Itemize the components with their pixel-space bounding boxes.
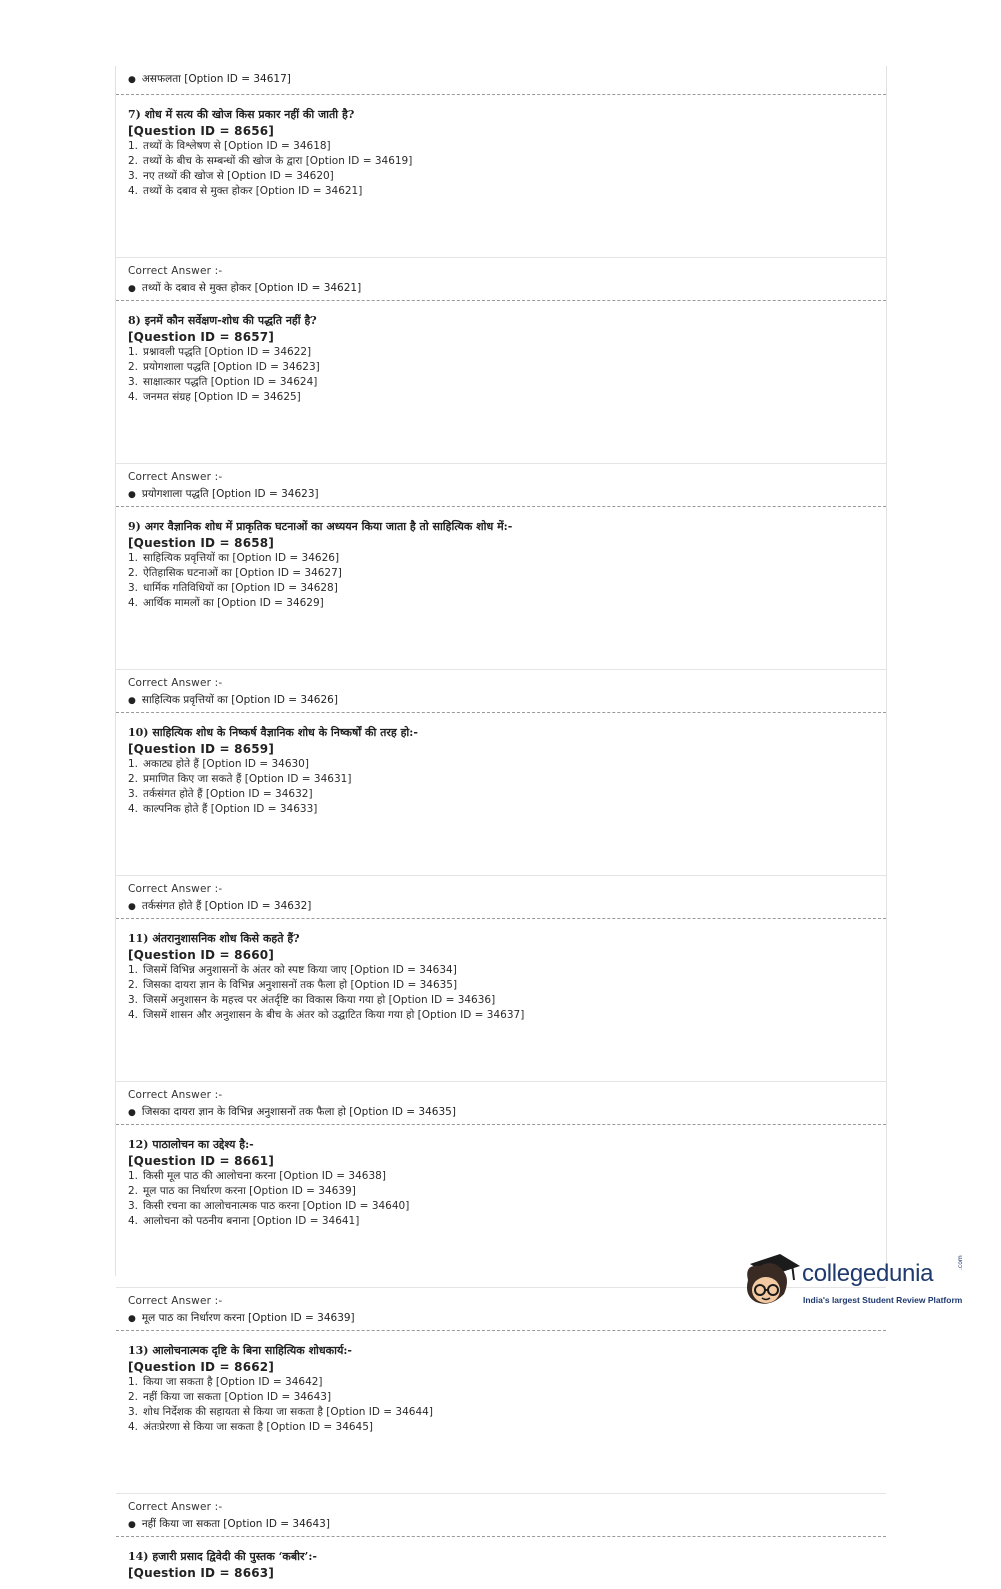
option-number: 2.	[128, 979, 139, 991]
question-id: [Question ID = 8660]	[128, 948, 275, 962]
option-item	[128, 375, 886, 390]
option-text: जिसका दायरा ज्ञान के विभिन्न अनुशासनों तक फैला हो [Option ID = 34635]	[143, 979, 458, 991]
correct-answer-label: Correct Answer :-	[128, 471, 223, 483]
answer-text: साहित्यिक प्रवृत्तियों का [Option ID = 34626]	[141, 694, 338, 706]
option-text: आलोचना को पठनीय बनाना [Option ID = 34641]	[143, 1215, 360, 1227]
question-list	[116, 95, 886, 1537]
option-text: जिसमें शासन और अनुशासन के बीच के अंतर को उद्घाटित किया गया हो [Option ID = 34637]	[143, 1009, 525, 1021]
option-item	[128, 184, 886, 199]
option-item	[128, 390, 886, 405]
option-text: तर्कसंगत होते हैं [Option ID = 34632]	[143, 788, 313, 800]
option-number: 3.	[128, 170, 139, 182]
option-item	[128, 1214, 886, 1229]
option-text: प्रमाणित किए जा सकते हैं [Option ID = 34631]	[143, 773, 352, 785]
correct-answer-label: Correct Answer :-	[128, 1089, 223, 1101]
option-number: 4.	[128, 803, 139, 815]
option-text: किया जा सकता है [Option ID = 34642]	[143, 1376, 323, 1388]
option-text: किसी रचना का आलोचनात्मक पाठ करना [Option ID = 34640]	[143, 1200, 410, 1212]
brand-suffix: .com	[957, 1255, 964, 1270]
option-text: तथ्यों के विश्लेषण से [Option ID = 34618]	[143, 140, 331, 152]
correct-answer-section	[116, 258, 886, 300]
option-text: जिसमें विभिन्न अनुशासनों के अंतर को स्पष्ट किया जाए [Option ID = 34634]	[143, 964, 457, 976]
option-item	[128, 551, 886, 566]
option-item	[128, 1008, 886, 1023]
correct-answer-label: Correct Answer :-	[128, 1501, 223, 1513]
bullet-icon: ●	[128, 1108, 136, 1118]
option-text: प्रश्नावली पद्धति [Option ID = 34622]	[143, 346, 312, 358]
correct-answer-value	[128, 487, 319, 502]
option-list	[128, 1375, 886, 1435]
option-text: धार्मिक गतिविधियों का [Option ID = 34628]	[143, 582, 338, 594]
option-number: 2.	[128, 567, 139, 579]
question-block-14	[116, 1537, 886, 1589]
question-id: [Question ID = 8657]	[128, 330, 275, 344]
option-number: 1.	[128, 346, 139, 358]
question-item	[116, 301, 886, 507]
option-number: 3.	[128, 788, 139, 800]
answer-text: प्रयोगशाला पद्धति [Option ID = 34623]	[141, 488, 319, 500]
option-text: तथ्यों के दबाव से मुक्त होकर [Option ID = 34621]	[143, 185, 363, 197]
correct-answer-section	[116, 1494, 886, 1536]
question-title: 14) हजारी प्रसाद द्विवेदी की पुस्तक ‘कबीर’:-	[128, 1550, 317, 1563]
question-title: 11) अंतरानुशासनिक शोध किसे कहते हैं?	[128, 932, 300, 945]
question-id: [Question ID = 8662]	[128, 1360, 275, 1374]
answer-text: नहीं किया जा सकता [Option ID = 34643]	[141, 1518, 330, 1530]
option-text: मूल पाठ का निर्धारण करना [Option ID = 34639]	[143, 1185, 356, 1197]
option-number: 3.	[128, 376, 139, 388]
option-item	[128, 978, 886, 993]
option-number: 3.	[128, 1200, 139, 1212]
question-block	[116, 919, 886, 1081]
answer-text: तर्कसंगत होते हैं [Option ID = 34632]	[141, 900, 312, 912]
option-item	[128, 802, 886, 817]
correct-answer-label: Correct Answer :-	[128, 265, 223, 277]
option-number: 1.	[128, 140, 139, 152]
correct-answer-value	[128, 899, 311, 914]
question-item	[116, 1331, 886, 1537]
option-text: जनमत संग्रह [Option ID = 34625]	[143, 391, 301, 403]
option-text: प्रयोगशाला पद्धति [Option ID = 34623]	[143, 361, 320, 373]
option-item	[128, 154, 886, 169]
option-text: काल्पनिक होते हैं [Option ID = 34633]	[143, 803, 318, 815]
brand-name: collegedunia	[802, 1260, 934, 1287]
option-number: 3.	[128, 1406, 139, 1418]
option-text: आर्थिक मामलों का [Option ID = 34629]	[143, 597, 324, 609]
option-item	[128, 1184, 886, 1199]
option-text: साक्षात्कार पद्धति [Option ID = 34624]	[143, 376, 318, 388]
option-number: 2.	[128, 1185, 139, 1197]
option-number: 4.	[128, 1421, 139, 1433]
question-block	[116, 95, 886, 257]
option-item	[128, 1169, 886, 1184]
option-number: 1.	[128, 552, 139, 564]
question-title: 8) इनमें कौन सर्वेक्षण-शोध की पद्धति नहीं है?	[128, 314, 317, 327]
option-item	[128, 787, 886, 802]
question-id: [Question ID = 8656]	[128, 124, 275, 138]
option-item	[128, 345, 886, 360]
option-number: 2.	[128, 361, 139, 373]
collegedunia-logo	[740, 1250, 970, 1312]
option-item	[128, 360, 886, 375]
option-text: अकाट्य होते हैं [Option ID = 34630]	[143, 758, 309, 770]
question-title: 7) शोध में सत्य की खोज किस प्रकार नहीं की जाती है?	[128, 108, 355, 121]
correct-answer-label: Correct Answer :-	[128, 1295, 223, 1307]
option-text: नहीं किया जा सकता [Option ID = 34643]	[143, 1391, 332, 1403]
question-item	[116, 95, 886, 301]
option-item	[128, 963, 886, 978]
option-item	[128, 772, 886, 787]
option-number: 4.	[128, 1009, 139, 1021]
option-number: 4.	[128, 597, 139, 609]
question-id: [Question ID = 8659]	[128, 742, 275, 756]
option-number: 4.	[128, 185, 139, 197]
option-item	[128, 1199, 886, 1214]
question-item	[116, 919, 886, 1125]
option-text: जिसमें अनुशासन के महत्त्व पर अंतर्दृष्टि का विकास किया गया हो [Option ID = 34636]	[143, 994, 496, 1006]
answer-text: तथ्यों के दबाव से मुक्त होकर [Option ID = 34621]	[141, 282, 362, 294]
option-item	[128, 757, 886, 772]
option-item	[128, 581, 886, 596]
bullet-icon: ●	[128, 1314, 136, 1324]
option-number: 2.	[128, 773, 139, 785]
option-item	[128, 169, 886, 184]
option-text: तथ्यों के बीच के सम्बन्धों की खोज के द्वारा [Option ID = 34619]	[143, 155, 413, 167]
bullet-icon: ●	[128, 490, 136, 500]
question-block	[116, 1331, 886, 1493]
option-text: अंतःप्रेरणा से किया जा सकता है [Option ID = 34645]	[143, 1421, 374, 1433]
correct-answer-value	[128, 281, 361, 296]
correct-answer-section	[116, 1082, 886, 1124]
bullet-icon: ●	[128, 75, 136, 85]
correct-answer-value	[128, 1517, 330, 1532]
option-text: नए तथ्यों की खोज से [Option ID = 34620]	[143, 170, 334, 182]
question-title: 9) अगर वैज्ञानिक शोध में प्राकृतिक घटनाओं का अध्ययन किया जाता है तो साहित्यिक शोध में:-	[128, 520, 513, 533]
correct-answer-label: Correct Answer :-	[128, 677, 223, 689]
bullet-icon: ●	[128, 1520, 136, 1530]
option-number: 4.	[128, 1215, 139, 1227]
option-item	[128, 1390, 886, 1405]
answer-text: मूल पाठ का निर्धारण करना [Option ID = 34639]	[141, 1312, 355, 1324]
answer-text: असफलता [Option ID = 34617]	[141, 73, 291, 85]
question-block	[116, 301, 886, 463]
question-block	[116, 713, 886, 875]
option-number: 1.	[128, 1170, 139, 1182]
option-item	[128, 1375, 886, 1390]
option-item	[128, 139, 886, 154]
option-item	[128, 566, 886, 581]
option-list	[128, 757, 886, 817]
option-list	[128, 345, 886, 405]
correct-answer-label: Correct Answer :-	[128, 883, 223, 895]
option-item	[128, 1420, 886, 1435]
answer-text: जिसका दायरा ज्ञान के विभिन्न अनुशासनों तक फैला हो [Option ID = 34635]	[141, 1106, 456, 1118]
question-id: [Question ID = 8663]	[128, 1566, 275, 1580]
question-id: [Question ID = 8661]	[128, 1154, 275, 1168]
option-list	[128, 139, 886, 199]
mascot-icon	[740, 1250, 802, 1312]
option-text: साहित्यिक प्रवृत्तियों का [Option ID = 34626]	[143, 552, 340, 564]
option-item	[128, 596, 886, 611]
option-item	[128, 993, 886, 1008]
option-list	[128, 1169, 886, 1229]
option-list	[128, 963, 886, 1023]
question-title: 12) पाठालोचन का उद्देश्य है:-	[128, 1138, 254, 1151]
option-text: ऐतिहासिक घटनाओं का [Option ID = 34627]	[143, 567, 342, 579]
question-id: [Question ID = 8658]	[128, 536, 275, 550]
question-item	[116, 507, 886, 713]
option-number: 4.	[128, 391, 139, 403]
option-number: 1.	[128, 758, 139, 770]
correct-answer-section	[116, 464, 886, 506]
correct-answer-value	[128, 1311, 355, 1326]
option-number: 3.	[128, 994, 139, 1006]
option-number: 3.	[128, 582, 139, 594]
bullet-icon: ●	[128, 696, 136, 706]
correct-answer-section	[116, 876, 886, 918]
correct-answer-value	[128, 1105, 456, 1120]
option-list	[128, 551, 886, 611]
correct-answer-value	[128, 693, 338, 708]
correct-answer-section	[116, 670, 886, 712]
option-text: शोध निर्देशक की सहायता से किया जा सकता है [Option ID = 34644]	[143, 1406, 433, 1418]
question-block	[116, 507, 886, 669]
option-text: किसी मूल पाठ की आलोचना करना [Option ID = 34638]	[143, 1170, 386, 1182]
previous-answer	[116, 66, 886, 94]
option-number: 2.	[128, 1391, 139, 1403]
brand-tagline: India's largest Student Review Platform	[803, 1295, 963, 1305]
option-number: 2.	[128, 155, 139, 167]
question-title: 13) आलोचनात्मक दृष्टि के बिना साहित्यिक शोधकार्य:-	[128, 1344, 352, 1357]
option-number: 1.	[128, 964, 139, 976]
option-item	[128, 1405, 886, 1420]
bullet-icon: ●	[128, 902, 136, 912]
question-item	[116, 713, 886, 919]
bullet-icon: ●	[128, 284, 136, 294]
option-number: 1.	[128, 1376, 139, 1388]
question-title: 10) साहित्यिक शोध के निष्कर्ष वैज्ञानिक शोध के निष्कर्षों की तरह हो:-	[128, 726, 418, 739]
